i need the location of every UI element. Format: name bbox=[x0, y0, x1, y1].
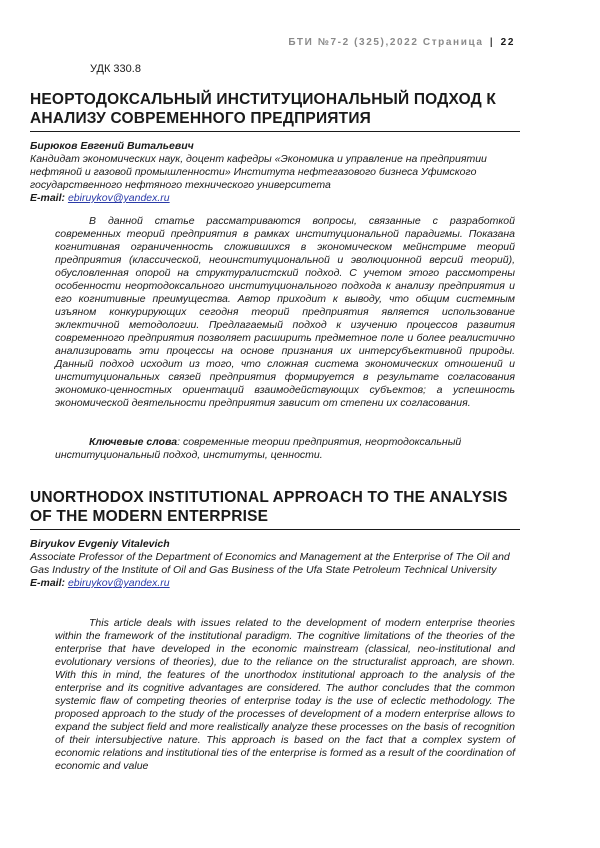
email-label-ru: E-mail: bbox=[30, 192, 66, 204]
title-en: UNORTHODOX INSTITUTIONAL APPROACH TO THE ANALYSIS OF THE MODERN ENTERPRISE bbox=[30, 488, 520, 530]
author-name-en: Biryukov Evgeniy Vitalevich bbox=[30, 538, 170, 550]
keywords-ru bbox=[55, 436, 515, 462]
author-affiliation-ru: Кандидат экономических наук, доцент кафедры «Экономика и управление на предприятии нефтяной и газовой промышленности» Института нефтегазового бизнеса Уфимского государственного нефтяного технического университета bbox=[30, 153, 487, 191]
email-line-ru bbox=[30, 192, 530, 205]
running-header bbox=[288, 37, 515, 48]
title-ru: НЕОРТОДОКСАЛЬНЫЙ ИНСТИТУЦИОНАЛЬНЫЙ ПОДХОД К АНАЛИЗУ СОВРЕМЕННОГО ПРЕДПРИЯТИЯ bbox=[30, 90, 520, 132]
email-line-en bbox=[30, 577, 530, 590]
abstract-ru: В данной статье рассматриваются вопросы, связанные с разработкой современных теорий предприятия в рамках институциональной парадигмы. Показана когнитивная ограниченность сложившихся в экономическом мейнстриме теорий предприятия (классической, неоинституциональной и эволюционной версий теорий), обусловленная опорой на структуралистский подход. С учетом этого рассмотрены особенности неортодоксального институционального подхода к анализу предприятия и его когнитивные преимущества. Автор приходит к выводу, что общим системным изъяном конкурирующих сегодня теорий предприятия является использование эклектичной методологии. Предлагаемый подход к изучению процессов развития современного предприятия позволяет расширить предметное поле и более реалистично анализировать эти процессы на основе признания их интерсубъективной природы. Данный подход исходит из того, что сложная система экономических отношений и институциональных связей предприятия формируется в результате согласования экономико-ценностных ориентаций взаимодействующих субъектов; а успешность экономической деятельности предприятия зависит от степени их согласования. bbox=[55, 215, 515, 409]
author-block-en bbox=[30, 538, 530, 590]
header-separator: | bbox=[489, 37, 495, 48]
email-label-en: E-mail: bbox=[30, 577, 66, 589]
page-number: 22 bbox=[500, 37, 515, 48]
author-block-ru bbox=[30, 140, 530, 205]
abstract-en: This article deals with issues related to the development of modern enterprise theories within the framework of the institutional paradigm. The cognitive limitations of the theories of the enterprise that have developed in the economic mainstream (classical, neo-institutional and evolutionary versions of theories), due to the reliance on the structuralist approach, are shown. With this in mind, the features of the unorthodox institutional approach to the analysis of the enterprise and its cognitive advantages are considered. The author concludes that the common systemic flaw of competing theories of enterprise today is the use of eclectic methodology. The proposed approach to the study of the processes of development of a modern enterprise allows to expand the subject field and more realistically analyze these processes on the basis of recognition of their intersubjective nature. This approach is based on the fact that a complex system of economic relations and institutional ties of the enterprise is formed as a result of the coordination of economic and value bbox=[55, 617, 515, 772]
keywords-label: Ключевые слова bbox=[89, 436, 178, 448]
email-link-ru[interactable]: ebiruykov@yandex.ru bbox=[67, 192, 170, 204]
keywords-text: : современные теории предприятия, неортодоксальный институциональный подход, институты, ценности. bbox=[55, 436, 462, 461]
journal-issue: БТИ №7-2 (325),2022 Страница bbox=[288, 37, 484, 48]
udk-code: УДК 330.8 bbox=[90, 63, 141, 75]
author-affiliation-en: Associate Professor of the Department of Economics and Management at the Enterprise of The Oil and Gas Industry of the Institute of Oil and Gas Business of the Ufa State Petroleum Technical University bbox=[30, 551, 510, 576]
author-name-ru: Бирюков Евгений Витальевич bbox=[30, 140, 194, 152]
email-link-en[interactable]: ebiruykov@yandex.ru bbox=[67, 577, 170, 589]
